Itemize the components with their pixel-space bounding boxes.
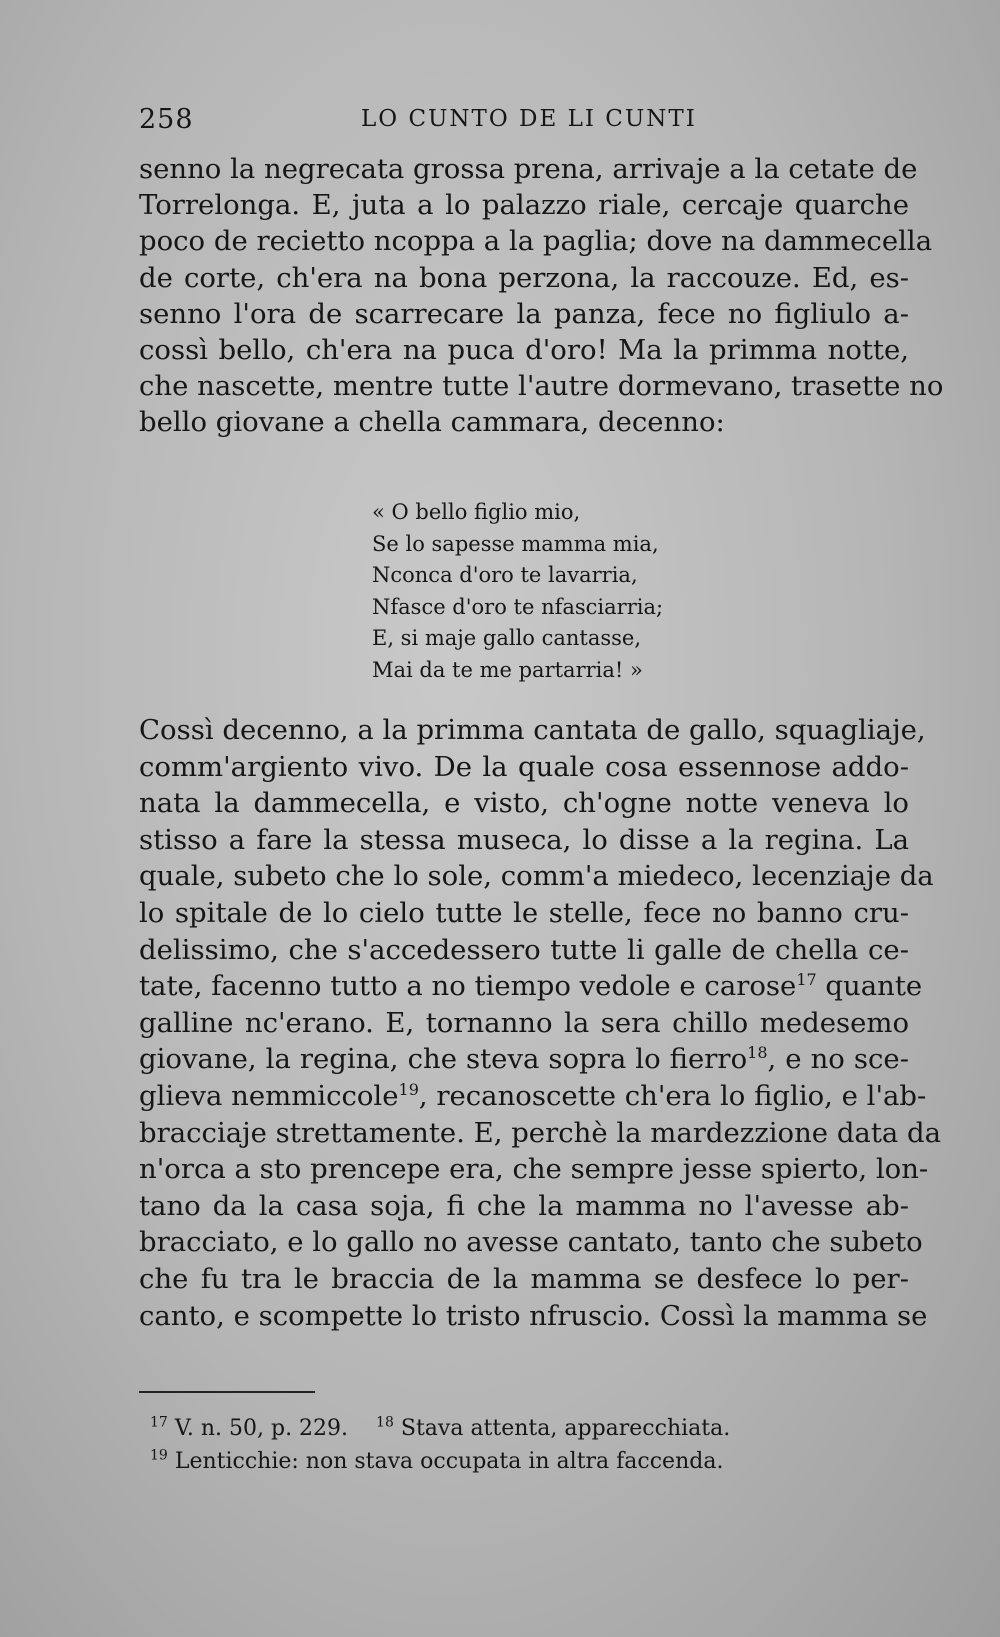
text-line: delissimo, che s'accedessero tutte li galle de chella ce- (139, 933, 909, 966)
text-line: senno l'ora de scarrecare la panza, fece no figliulo a- (139, 297, 909, 330)
text-line: galline nc'erano. E, tornanno la sera chillo medesemo (139, 1006, 909, 1039)
text-segment: , recanoscette ch'era lo figlio, e l'ab- (418, 1079, 927, 1112)
footnote-ref: 17 (796, 970, 817, 989)
verse-block (372, 497, 663, 686)
text-line: bracciaje strettamente. E, perchè la mardezzione data da (139, 1116, 942, 1149)
paragraph-2 (139, 712, 942, 1334)
text-line: n'orca a sto prencepe era, che sempre jesse spierto, lon- (139, 1153, 929, 1186)
text-line: lo spitale de lo cielo tutte le stelle, fece no banno cru- (139, 896, 909, 929)
text-line: canto, e scompette lo tristo nfruscio. Cossì la mamma se (139, 1299, 928, 1332)
text-line (139, 1078, 927, 1115)
footnote-number: 18 (376, 1414, 394, 1431)
paragraph-1 (139, 151, 944, 441)
text-line: bracciato, e lo gallo no avesse cantato, tanto che subeto (139, 1226, 923, 1259)
footnote-number: 19 (150, 1447, 168, 1464)
text-line: tano da la casa soja, fi che la mamma no l'avesse ab- (139, 1189, 909, 1222)
text-segment: , e no sce- (767, 1043, 909, 1076)
text-line: stisso a fare la stessa museca, lo disse a la regina. La (139, 823, 909, 856)
text-line: Cossì decenno, a la primma cantata de gallo, squagliaje, (139, 714, 926, 746)
page-header (139, 104, 909, 140)
text-segment: giovane, la regina, che steva sopra lo fierro (139, 1043, 748, 1076)
footnote-line (150, 1445, 730, 1478)
text-segment: glieva nemmiccole (139, 1079, 399, 1112)
text-line: che fu tra le braccia de la mamma se desfece lo per- (139, 1262, 909, 1295)
footnote-ref: 18 (747, 1043, 768, 1063)
footnote-text: Stava attenta, apparecchiata. (400, 1416, 731, 1441)
text-line (139, 968, 923, 1005)
text-line: Torrelonga. E, juta a lo palazzo riale, cercaje quarche (139, 189, 909, 222)
text-line: nata la dammecella, e visto, ch'ogne notte veneva lo (139, 787, 909, 820)
text-line: de corte, ch'era na bona perzona, la raccouze. Ed, es- (139, 261, 909, 294)
running-title: LO CUNTO DE LI CUNTI (361, 106, 697, 132)
text-line: quale, subeto che lo sole, comm'a miedeco, lecenziaje da (139, 860, 934, 893)
text-segment: quante (816, 970, 923, 1003)
verse-line: Mai da te me partarria! » (372, 657, 643, 682)
verse-line: Nfasce d'oro te nfasciarria; (372, 594, 664, 619)
text-line: che nascette, mentre tutte l'autre dormevano, trasette no (139, 370, 944, 403)
footnote-separator (139, 1391, 315, 1393)
footnote-number: 17 (150, 1414, 168, 1431)
footnotes (150, 1412, 730, 1478)
page-number: 258 (139, 104, 194, 135)
verse-line: Se lo sapesse mamma mia, (372, 531, 659, 556)
text-line: senno la negrecata grossa prena, arrivaje a la cetate de (139, 153, 918, 185)
verse-line: « O bello figlio mio, (372, 500, 581, 524)
text-line: cossì bello, ch'era na puca d'oro! Ma la primma notte, (139, 334, 909, 367)
text-line: comm'argiento vivo. De la quale cosa essennose addo- (139, 750, 909, 783)
footnote-ref: 19 (398, 1079, 419, 1099)
text-line (139, 1041, 909, 1078)
footnote-line (150, 1412, 730, 1445)
text-line: bello giovane a chella cammara, decenno: (139, 406, 725, 439)
footnote-text: V. n. 50, p. 229. (174, 1416, 349, 1441)
text-line: poco de recietto ncoppa a la paglia; dove na dammecella (139, 225, 933, 258)
footnote-text: Lenticchie: non stava occupata in altra faccenda. (174, 1449, 724, 1474)
text-segment: tate, facenno tutto a no tiempo vedole e carose (139, 970, 797, 1003)
verse-line: E, si maje gallo cantasse, (372, 626, 642, 650)
verse-line: Nconca d'oro te lavarria, (372, 563, 638, 587)
